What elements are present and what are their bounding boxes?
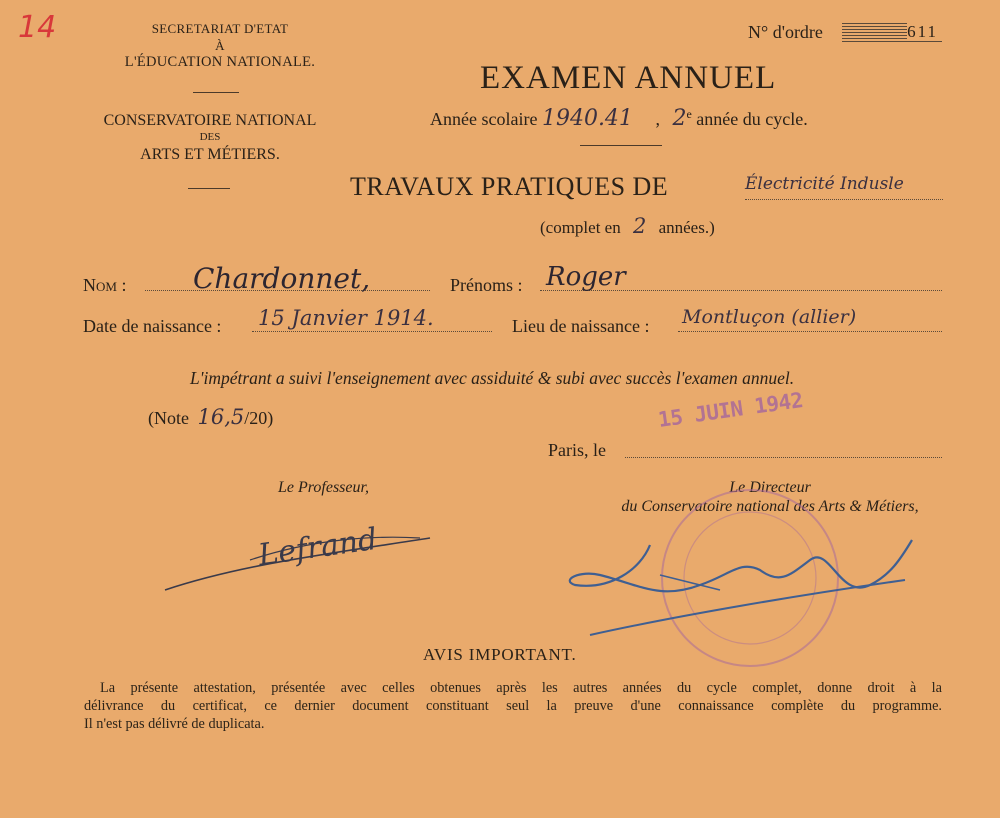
header-line-6: ARTS ET MÉTIERS.	[140, 146, 280, 163]
professor-label: Le Professeur,	[278, 479, 369, 496]
note-value: 16,5	[197, 405, 245, 429]
birth-date-label: Date de naissance :	[83, 316, 222, 336]
notice-line-1: La présente attestation, présentée avec celles obtenues après les autres années du cycle complet, donne droit à la	[100, 680, 942, 696]
cycle-year-suffix: e	[686, 107, 692, 121]
order-number-value: 611	[907, 22, 942, 41]
date-stamp: 15 JUIN 1942	[656, 387, 805, 432]
birth-place-value: Montluçon (allier)	[682, 306, 857, 328]
header-line-4: CONSERVATOIRE NATIONAL	[103, 112, 317, 129]
prenoms-label: Prénoms :	[450, 275, 523, 295]
professor-signature-text: Lefrand	[256, 521, 380, 574]
note-prefix: (Note	[148, 408, 189, 428]
school-year-value: 1940.41	[541, 106, 633, 131]
note-suffix: /20)	[244, 408, 274, 428]
order-label: N° d'ordre	[748, 22, 823, 42]
notice-title: AVIS IMPORTANT.	[423, 645, 577, 664]
header-line-3: L'ÉDUCATION NATIONALE.	[124, 54, 316, 70]
header-line-1: SECRETARIAT D'ETAT	[151, 21, 289, 36]
birth-place-label: Lieu de naissance :	[512, 316, 650, 336]
school-year-separator: ,	[655, 109, 660, 129]
director-line-1: Le Directeur	[729, 479, 811, 496]
notice-body	[84, 679, 942, 733]
cycle-year-label: année du cycle.	[696, 109, 808, 129]
header-line-2: À	[215, 38, 225, 53]
page-number: 14	[18, 10, 57, 45]
place-label: Paris, le	[548, 440, 606, 460]
tp-label: TRAVAUX PRATIQUES DE	[350, 172, 669, 201]
statement-text: L'impétrant a suivi l'enseignement avec assiduité & subi avec succès l'examen annuel.	[190, 368, 795, 388]
cycle-year-value: 2	[672, 106, 687, 131]
complete-prefix: (complet en	[540, 218, 621, 237]
document-title: EXAMEN ANNUEL	[480, 60, 777, 96]
header-line-5: DES	[199, 131, 221, 143]
nom-value: Chardonnet,	[193, 262, 371, 295]
nom-label: Nom :	[83, 275, 127, 295]
complete-suffix: années.)	[658, 218, 715, 237]
school-year-label: Année scolaire	[430, 109, 538, 129]
complete-value: 2	[632, 214, 647, 238]
notice-line-3: Il n'est pas délivré de duplicata.	[84, 716, 265, 732]
notice-line-2: délivrance du certificat, ce dernier document constituant seul la preuve d'une connaissance complète du programme.	[84, 698, 942, 714]
prenoms-value: Roger	[546, 262, 626, 292]
birth-date-value: 15 Janvier 1914.	[258, 306, 434, 330]
director-line-2: du Conservatoire national des Arts & Métiers,	[621, 498, 919, 515]
tp-value: Électricité Indusle	[745, 174, 904, 194]
